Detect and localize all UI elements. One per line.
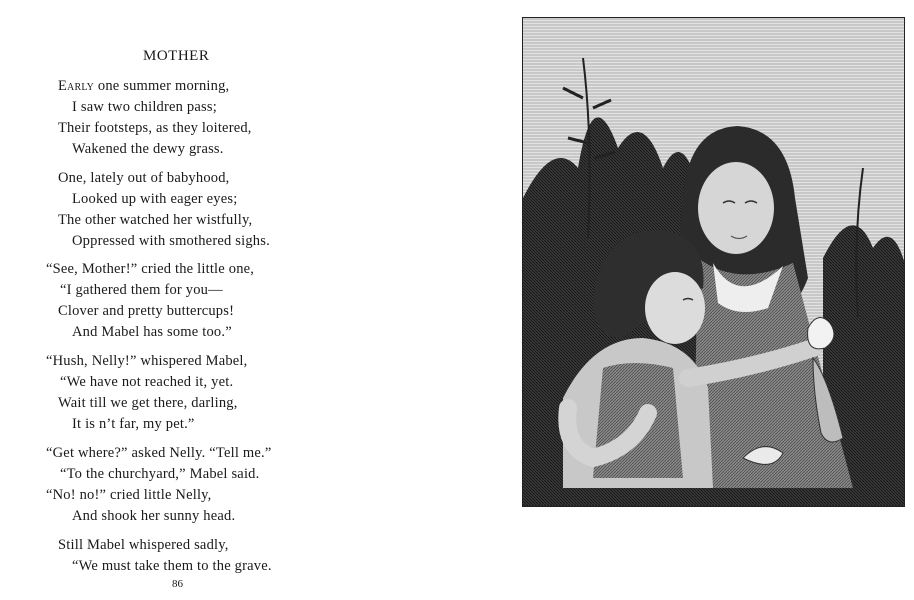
engraving-illustration	[522, 17, 905, 507]
poem-line: “Get where?” asked Nelly. “Tell me.”	[46, 445, 272, 461]
poem-line: Wakened the dewy grass.	[72, 141, 224, 157]
poem-line: The other watched her wistfully,	[58, 212, 253, 228]
stanza-1	[0, 76, 480, 160]
stanza-6	[0, 535, 480, 577]
poem-line: Their footsteps, as they loitered,	[58, 120, 252, 136]
poem-line: “I gathered them for you—	[60, 282, 223, 298]
poem-line: And shook her sunny head.	[72, 508, 236, 524]
two-children-engraving-icon	[523, 18, 905, 507]
poem-line: Still Mabel whispered sadly,	[58, 537, 229, 553]
poem-line: Early one summer morning,	[58, 78, 230, 94]
poem-line: “See, Mother!” cried the little one,	[46, 261, 255, 277]
poem-line: One, lately out of babyhood,	[58, 170, 230, 186]
stanza-4	[0, 351, 480, 435]
poem-line: It is n’t far, my pet.”	[72, 416, 195, 432]
poem-line: “We must take them to the grave.	[72, 558, 272, 574]
poem-line: I saw two children pass;	[72, 99, 217, 115]
poem-line: “To the churchyard,” Mabel said.	[60, 466, 260, 482]
stanza-5	[0, 443, 480, 527]
poem-line: And Mabel has some too.”	[72, 324, 232, 340]
poem-line: Looked up with eager eyes;	[72, 191, 238, 207]
stanza-3	[0, 259, 480, 343]
poem-title: MOTHER	[143, 48, 210, 64]
poem-line: Clover and pretty buttercups!	[58, 303, 235, 319]
poem-line: “No! no!” cried little Nelly,	[46, 487, 212, 503]
drop-word: Early	[58, 78, 95, 94]
stanza-2	[0, 168, 480, 252]
poem-line: “We have not reached it, yet.	[60, 374, 234, 390]
page-number: 86	[172, 578, 183, 590]
poem-line: Oppressed with smothered sighs.	[72, 233, 270, 249]
poem-line: “Hush, Nelly!” whispered Mabel,	[46, 353, 248, 369]
poem-line: Wait till we get there, darling,	[58, 395, 238, 411]
